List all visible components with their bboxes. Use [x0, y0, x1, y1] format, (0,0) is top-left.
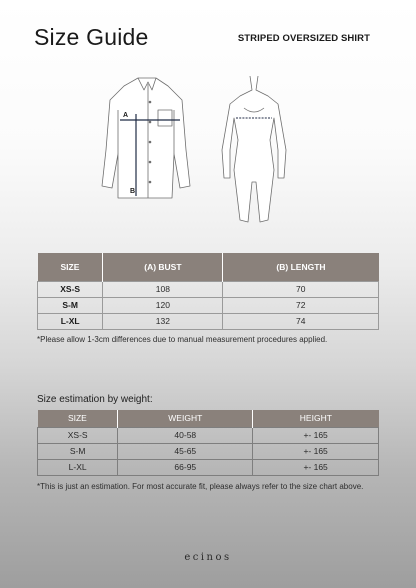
label-b: B: [130, 188, 136, 195]
size-chart-header: SIZE: [38, 253, 103, 281]
size-cell: S-M: [38, 443, 118, 459]
brand-logo: ecinos: [184, 552, 232, 563]
size-cell: L-XL: [38, 313, 103, 329]
weight-cell: 66-95: [118, 459, 253, 475]
weight-chart-header: SIZE: [38, 410, 118, 427]
size-chart-header: (A) BUST: [103, 253, 223, 281]
page-title: Size Guide: [34, 24, 149, 50]
height-cell: +- 165: [253, 459, 379, 475]
product-name: STRIPED OVERSIZED SHIRT: [237, 33, 370, 44]
table-row: [38, 427, 379, 443]
height-cell: +- 165: [253, 427, 379, 443]
size-chart-header-row: [38, 253, 379, 281]
body-mannequin-icon: [222, 76, 286, 222]
size-cell: XS-S: [38, 427, 118, 443]
size-cell: S-M: [38, 297, 103, 313]
length-cell: 72: [223, 297, 379, 313]
size-cell: L-XL: [38, 459, 118, 475]
weight-cell: 40-58: [118, 427, 253, 443]
bust-cell: 120: [103, 297, 223, 313]
weight-chart-header-row: [38, 410, 379, 427]
table-row: [38, 459, 379, 475]
length-cell: 70: [223, 281, 379, 297]
length-cell: 74: [223, 313, 379, 329]
measurement-illustration: [100, 70, 310, 230]
size-cell: XS-S: [38, 281, 103, 297]
shirt-icon: [102, 78, 190, 198]
estimation-note: *This is just an estimation. For most accurate fit, please always refer to the size chart above.: [37, 482, 364, 491]
weight-section-title: Size estimation by weight:: [37, 394, 153, 405]
height-cell: +- 165: [253, 443, 379, 459]
weight-chart-header: HEIGHT: [253, 410, 379, 427]
table-row: [38, 313, 379, 329]
table-row: [38, 443, 379, 459]
measurement-note: *Please allow 1-3cm differences due to manual measurement procedures applied.: [37, 335, 328, 344]
table-row: [38, 281, 379, 297]
weight-chart-table: [37, 410, 379, 476]
label-a: A: [123, 112, 129, 119]
weight-chart-header: WEIGHT: [118, 410, 253, 427]
bust-cell: 108: [103, 281, 223, 297]
bust-cell: 132: [103, 313, 223, 329]
weight-cell: 45-65: [118, 443, 253, 459]
size-chart-header: (B) LENGTH: [223, 253, 379, 281]
table-row: [38, 297, 379, 313]
size-chart-table: [37, 253, 379, 330]
